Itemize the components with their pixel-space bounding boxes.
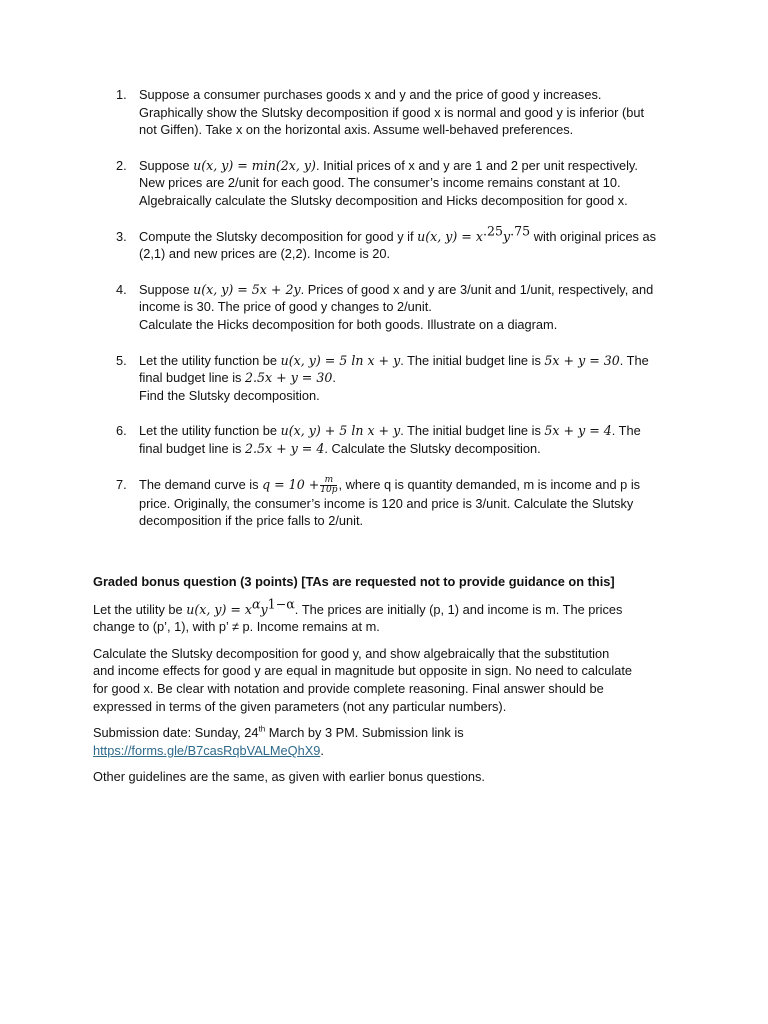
text-run: Submission date: Sunday, 24 <box>93 725 259 741</box>
text-run: . The <box>611 423 641 439</box>
text-line: Algebraically calculate the Slutsky decomposition and Hicks decomposition for good x. <box>139 192 628 208</box>
math-expression: u(x, y) + 5 ln x + y <box>280 423 401 439</box>
text-run: . The initial budget line is <box>400 423 545 439</box>
question-text <box>139 157 675 210</box>
question-text <box>139 476 675 530</box>
question-number: 6. <box>116 423 127 439</box>
question-number: 1. <box>116 87 127 102</box>
bonus-paragraph-submission <box>93 724 678 759</box>
text-run: Suppose <box>139 281 194 297</box>
math-expression: 5x + y = 4 <box>544 423 612 439</box>
question-number: 4. <box>116 281 127 297</box>
math-expression: 5x + y = 30 <box>544 352 620 368</box>
text-run: The demand curve is <box>139 476 263 492</box>
text-line: Graphically show the Slutsky decomposition if good x is normal and good y is inferior (but <box>139 104 645 120</box>
question-6 <box>0 422 768 457</box>
text-run: Let the utility function be <box>139 423 281 439</box>
question-1 <box>0 86 768 139</box>
text-line <box>139 422 675 440</box>
text-line <box>139 369 675 387</box>
text-line: New prices are 2/unit for each good. The consumer’s income remains constant at 10. <box>139 175 621 191</box>
text-line: income is 30. The price of good y changes to 2/unit. <box>139 299 432 315</box>
question-number: 2. <box>116 157 127 173</box>
question-3 <box>0 223 768 263</box>
question-5 <box>0 352 768 405</box>
question-7 <box>0 476 768 530</box>
text-run: . Calculate the Slutsky decomposition. <box>324 440 541 456</box>
text-run: with original prices as <box>530 228 657 244</box>
text-run: Let the utility be <box>93 601 187 617</box>
text-line: for good x. Be clear with notation and provide complete reasoning. Final answer should be <box>93 680 604 696</box>
bonus-heading: Graded bonus question (3 points) [TAs are requested not to provide guidance on this] <box>93 574 615 589</box>
text-line <box>139 281 675 299</box>
text-run: March by 3 PM. Submission link is <box>265 725 464 741</box>
text-run: . The prices are initially (p, 1) and income is m. The prices <box>294 601 623 617</box>
question-text <box>139 281 675 334</box>
text-run: Compute the Slutsky decomposition for good y if <box>139 228 418 244</box>
question-number: 5. <box>116 352 127 368</box>
text-run: . Prices of good x and y are 3/unit and 1/unit, respectively, and <box>300 281 654 297</box>
text-line: price. Originally, the consumer’s income is 120 and price is 3/unit. Calculate the Slutsky <box>139 495 634 511</box>
question-text <box>139 86 675 139</box>
text-line: and income effects for good y are equal in magnitude but opposite in sign. No need to calculate <box>93 663 633 679</box>
question-number: 7. <box>116 476 127 492</box>
bonus-paragraph-task <box>93 645 678 715</box>
math-expression: u(x, y) = 5x + 2y <box>193 281 301 297</box>
bonus-paragraph-utility <box>93 596 678 636</box>
text-line: decomposition if the price falls to 2/unit. <box>139 513 364 529</box>
math-exponent: 1−α <box>267 596 295 612</box>
submission-link[interactable]: https://forms.gle/B7casRqbVALMeQhX9 <box>93 742 321 758</box>
ordinal-suffix: th <box>258 724 266 734</box>
math-expression: y <box>502 228 511 244</box>
bonus-paragraph-guidelines: Other guidelines are the same, as given with earlier bonus questions. <box>93 769 485 785</box>
question-2 <box>0 157 768 210</box>
math-expression: u(x, y) = x <box>186 601 253 617</box>
fraction-numerator: m <box>324 474 334 485</box>
math-expression: y <box>260 601 268 617</box>
text-run: , where q is quantity demanded, m is income and p is <box>338 476 641 492</box>
bonus-section <box>93 573 678 795</box>
math-fraction <box>320 476 337 495</box>
text-run: . <box>332 370 336 386</box>
text-run: . The <box>619 352 649 368</box>
text-line: (2,1) and new prices are (2,2). Income is 20. <box>139 246 391 262</box>
text-line <box>139 476 675 495</box>
text-run: final budget line is <box>139 440 245 456</box>
math-expression: 2.5x + y = 30 <box>245 370 333 386</box>
text-line <box>139 157 675 175</box>
math-exponent: .75 <box>510 223 531 239</box>
question-text <box>139 352 675 405</box>
text-line: not Giffen). Take x on the horizontal axis. Assume well-behaved preferences. <box>139 122 574 138</box>
text-run: final budget line is <box>139 370 245 386</box>
math-expression: q = 10 + <box>262 476 320 492</box>
math-expression: u(x, y) = min(2x, y) <box>193 157 316 173</box>
text-line: Calculate the Slutsky decomposition for good y, and show algebraically that the substitution <box>93 645 610 661</box>
text-line <box>139 223 675 246</box>
math-expression: 2.5x + y = 4 <box>245 440 325 456</box>
text-line <box>139 352 675 370</box>
text-line: expressed in terms of the given parameters (not any particular numbers). <box>93 698 507 714</box>
text-run: . Initial prices of x and y are 1 and 2 per unit respectively. <box>315 157 638 173</box>
text-run: . <box>320 742 324 758</box>
text-line: Find the Slutsky decomposition. <box>139 387 320 403</box>
text-line: Calculate the Hicks decomposition for both goods. Illustrate on a diagram. <box>139 316 558 332</box>
math-exponent: .25 <box>482 223 503 239</box>
question-number: 3. <box>116 228 127 244</box>
text-run: Suppose <box>139 157 194 173</box>
question-list <box>0 86 768 548</box>
question-4 <box>0 281 768 334</box>
text-run: . The initial budget line is <box>400 352 545 368</box>
text-line <box>139 440 675 458</box>
text-run: change to (p’, 1), with p’ ≠ p. Income remains at m. <box>93 619 380 635</box>
text-line: Suppose a consumer purchases goods x and y and the price of good y increases. <box>139 87 602 102</box>
text-run: Let the utility function be <box>139 352 281 368</box>
fraction-denominator: 10p <box>320 484 338 495</box>
math-exponent: α <box>252 596 261 612</box>
math-expression: u(x, y) = x <box>417 228 483 244</box>
question-text <box>139 422 675 457</box>
math-expression: u(x, y) = 5 ln x + y <box>280 352 401 368</box>
question-text <box>139 223 675 263</box>
